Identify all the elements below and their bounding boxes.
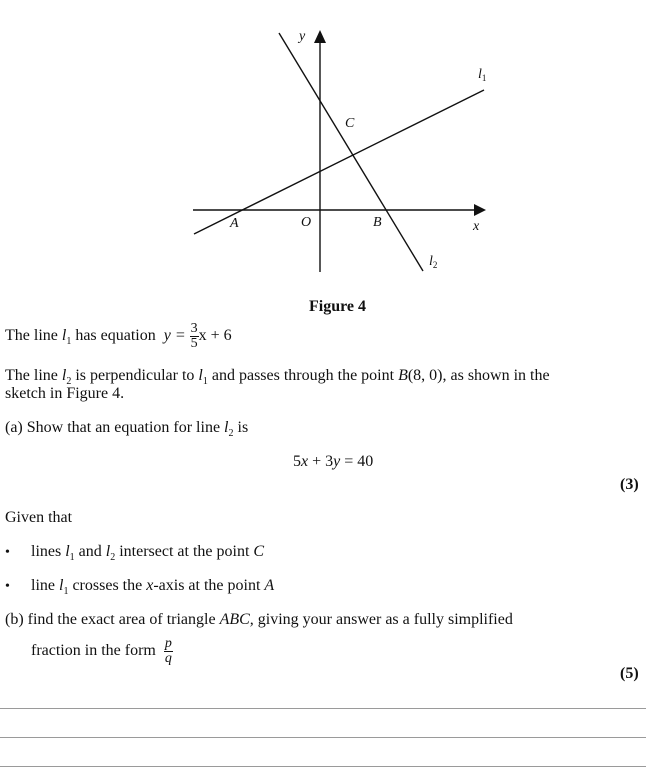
line-l1	[194, 90, 484, 234]
pq-fraction: $\frac{p}{q}$	[164, 636, 172, 666]
origin-label: O	[301, 215, 312, 230]
y-axis-arrow	[314, 30, 326, 43]
point-c-label: C	[345, 116, 355, 131]
slope-fraction: $\frac{3}{5}$	[190, 321, 198, 351]
part-a-marks: (3)	[620, 476, 639, 493]
part-b-marks: (5)	[620, 665, 639, 682]
line-l2-description: The line $l_2$ is perpendicular to $l_1$ and passes through the point B(8, 0), as shown in the	[5, 367, 550, 387]
figure-caption: Figure 4	[309, 298, 367, 315]
bullet-2-text: line $l_1$ crosses the x-axis at the point A	[31, 577, 275, 597]
part-a-equation: 5x + 3y = 40	[293, 453, 374, 470]
bullet-1: •	[5, 545, 10, 560]
bullet-1-text: lines $l_1$ and $l_2$ intersect at the point C	[31, 543, 265, 563]
y-axis-label: y	[299, 29, 306, 44]
line-l2-label: $l_2$	[429, 254, 438, 270]
given-heading: Given that	[5, 509, 73, 526]
line-l2	[279, 33, 423, 271]
x-axis-label: x	[473, 219, 480, 234]
part-a-question: (a) Show that an equation for line $l_2$ is	[5, 419, 249, 439]
answer-line[interactable]	[0, 737, 646, 738]
line-l1-label: $l_1$	[478, 67, 487, 83]
point-b-label: B	[373, 215, 382, 230]
part-b-question-cont: fraction in the form $\frac{p}{q}$	[31, 636, 172, 666]
x-axis-arrow	[474, 204, 486, 216]
line-l2-description-cont: sketch in Figure 4.	[5, 385, 125, 402]
part-b-question: (b) find the exact area of triangle ABC, giving your answer as a fully simplified	[5, 611, 513, 628]
answer-line[interactable]	[0, 708, 646, 709]
answer-line[interactable]	[0, 766, 646, 767]
point-a-label: A	[230, 216, 239, 231]
line-l1-equation: The line $l_1$ has equation y = $\frac{3}{5}$ x + 6	[5, 321, 232, 351]
bullet-2: •	[5, 579, 10, 594]
figure-4-diagram	[0, 0, 646, 300]
